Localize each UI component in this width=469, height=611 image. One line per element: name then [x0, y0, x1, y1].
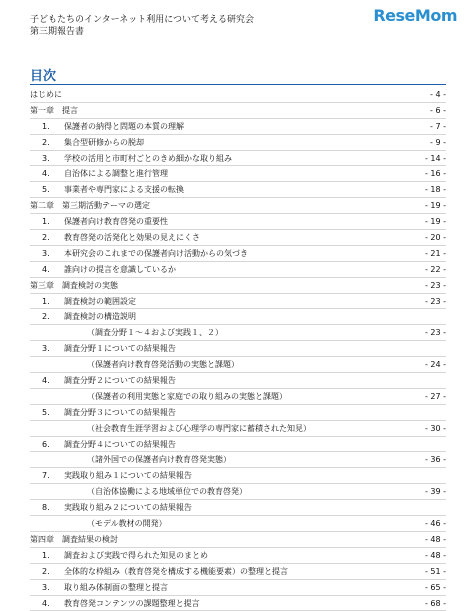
toc-page-number: - 9 -	[430, 135, 446, 151]
header-subtitle: 第三期報告書	[30, 26, 254, 38]
toc-label: 実践取り組み２についての結果報告	[64, 500, 192, 516]
toc-number: 4.	[42, 373, 62, 389]
toc-row	[30, 119, 446, 135]
toc-label: 全体的な枠組み（教育啓発を構成する機能要素）の整理と提言	[64, 564, 288, 580]
toc-row	[30, 437, 446, 453]
toc-row	[30, 262, 446, 278]
toc-label: 調査分野２についての結果報告	[64, 373, 176, 389]
toc-page-number: - 21 -	[425, 246, 446, 262]
toc-label: （モデル教材の開発）	[87, 516, 167, 532]
toc-page-number: - 68 -	[425, 596, 446, 611]
toc-label: 第二章 第三期活動テーマの選定	[30, 198, 150, 214]
toc-row	[30, 373, 446, 389]
toc-label: 自治体による調整と進行管理	[64, 166, 168, 182]
toc-row	[30, 182, 446, 198]
toc-number: 1.	[42, 294, 62, 310]
toc-label: 調査分野３についての結果報告	[64, 405, 176, 421]
header-title: 子どもたちのインターネット利用について考える研究会	[30, 14, 254, 26]
toc-number: 1.	[42, 119, 62, 135]
toc-number: 5.	[42, 182, 62, 198]
toc-page-number: - 20 -	[425, 230, 446, 246]
toc-row	[30, 151, 446, 167]
toc-row	[30, 135, 446, 151]
toc-row	[30, 294, 446, 310]
toc-label: 実践取り組み１についての結果報告	[64, 468, 192, 484]
toc-label: 事業者や専門家による支援の転換	[64, 182, 184, 198]
toc-page-number: - 23 -	[425, 278, 446, 294]
toc-page-number: - 27 -	[425, 389, 446, 405]
toc-row	[30, 341, 446, 357]
toc-number: 6.	[42, 437, 62, 453]
toc-page-number: - 39 -	[425, 484, 446, 500]
toc-label: 第四章 調査結果の検討	[30, 532, 118, 548]
toc-row	[30, 325, 446, 341]
toc-label: 誰向けの提言を意識しているか	[64, 262, 176, 278]
toc-page-number: - 14 -	[425, 151, 446, 167]
toc-page-number: - 23 -	[425, 325, 446, 341]
toc-label: 調査検討の構造説明	[64, 309, 136, 325]
toc-title-rule	[30, 84, 446, 85]
toc-page-number: - 30 -	[425, 421, 446, 437]
toc-row	[30, 198, 446, 214]
toc-label: （調査分野１〜４および実践１、２）	[87, 325, 223, 341]
toc-page-number: - 51 -	[425, 564, 446, 580]
toc-row	[30, 580, 446, 596]
toc-row	[30, 309, 446, 325]
toc-row	[30, 389, 446, 405]
toc-row	[30, 214, 446, 230]
toc-page-number: - 19 -	[425, 198, 446, 214]
toc-number: 3.	[42, 580, 62, 596]
toc-label: 保護者の納得と問題の本質の理解	[64, 119, 184, 135]
toc-label: 第三章 調査検討の実態	[30, 278, 118, 294]
toc-row	[30, 548, 446, 564]
toc-title: 目次	[30, 65, 56, 84]
toc-label: 学校の活用と市町村ごとのきめ細かな取り組み	[64, 151, 232, 167]
toc-number: 7.	[42, 468, 62, 484]
toc-label: 保護者向け教育啓発の重要性	[64, 214, 168, 230]
toc-row	[30, 452, 446, 468]
toc-page-number: - 22 -	[425, 262, 446, 278]
toc-row	[30, 405, 446, 421]
toc-row	[30, 532, 446, 548]
toc-number: 8.	[42, 500, 62, 516]
toc-number: 3.	[42, 151, 62, 167]
toc-page-number: - 48 -	[425, 532, 446, 548]
toc-label: 調査分野４についての結果報告	[64, 437, 176, 453]
toc-label: 集合型研修からの脱却	[64, 135, 144, 151]
toc-page-number: - 19 -	[425, 214, 446, 230]
toc-label: 第一章 提言	[30, 103, 78, 119]
table-of-contents	[30, 87, 446, 611]
toc-row	[30, 500, 446, 516]
toc-row	[30, 357, 446, 373]
toc-row	[30, 421, 446, 437]
toc-row	[30, 246, 446, 262]
toc-label: 取り組み体制面の整理と提言	[64, 580, 168, 596]
toc-row	[30, 278, 446, 294]
toc-row	[30, 596, 446, 611]
toc-number: 2.	[42, 230, 62, 246]
toc-page-number: - 65 -	[425, 580, 446, 596]
toc-label: 教育啓発コンテンツの課題整理と提言	[64, 596, 200, 611]
toc-number: 2.	[42, 564, 62, 580]
toc-number: 2.	[42, 135, 62, 151]
toc-page-number: - 23 -	[425, 294, 446, 310]
toc-page-number: - 36 -	[425, 452, 446, 468]
toc-number: 2.	[42, 309, 62, 325]
toc-number: 3.	[42, 341, 62, 357]
toc-page-number: - 7 -	[430, 119, 446, 135]
resemom-logo: ReseMom	[373, 6, 457, 25]
toc-number: 5.	[42, 405, 62, 421]
toc-label: （保護者向け教育啓発活動の実態と課題）	[87, 357, 239, 373]
toc-row	[30, 166, 446, 182]
toc-label: 調査分野１についての結果報告	[64, 341, 176, 357]
toc-row	[30, 484, 446, 500]
toc-number: 4.	[42, 596, 62, 611]
toc-number: 4.	[42, 166, 62, 182]
toc-row	[30, 230, 446, 246]
toc-row	[30, 516, 446, 532]
toc-number: 4.	[42, 262, 62, 278]
toc-number: 1.	[42, 548, 62, 564]
toc-row	[30, 468, 446, 484]
toc-label: 調査検討の範囲設定	[64, 294, 136, 310]
toc-page-number: - 24 -	[425, 357, 446, 373]
toc-row	[30, 87, 446, 103]
toc-label: 調査および実践で得られた知見のまとめ	[64, 548, 208, 564]
toc-label: （自治体協働による地域単位での教育啓発）	[87, 484, 247, 500]
toc-page-number: - 4 -	[430, 87, 446, 103]
toc-label: （社会教育生涯学習および心理学の専門家に蓄積された知見）	[87, 421, 311, 437]
toc-label: （保護者の利用実態と家庭での取り組みの実態と課題）	[87, 389, 287, 405]
toc-label: 本研究会のこれまでの保護者向け活動からの気づき	[64, 246, 248, 262]
toc-page-number: - 18 -	[425, 182, 446, 198]
toc-row	[30, 564, 446, 580]
toc-label: （諸外国での保護者向け教育啓発実態）	[87, 452, 231, 468]
toc-page-number: - 6 -	[430, 103, 446, 119]
toc-page-number: - 48 -	[425, 548, 446, 564]
toc-number: 3.	[42, 246, 62, 262]
document-header	[30, 14, 254, 38]
toc-row	[30, 103, 446, 119]
toc-page-number: - 46 -	[425, 516, 446, 532]
toc-label: 教育啓発の活発化と効果の見えにくさ	[64, 230, 200, 246]
toc-number: 1.	[42, 214, 62, 230]
toc-label: はじめに	[30, 87, 62, 103]
toc-page-number: - 16 -	[425, 166, 446, 182]
